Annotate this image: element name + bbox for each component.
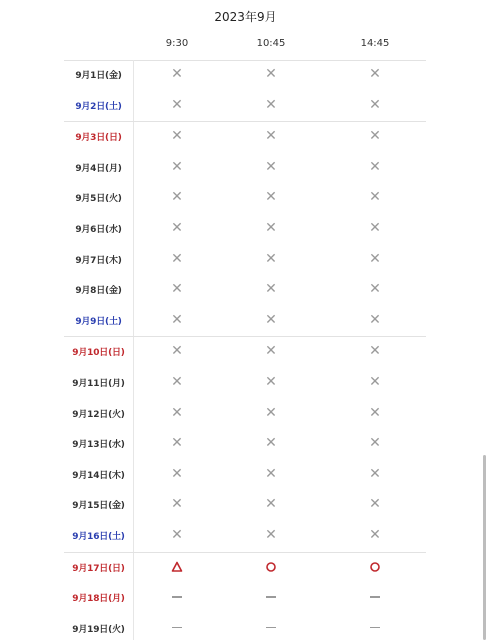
unavailable-x-icon: ✕: [265, 219, 277, 236]
unavailable-x-icon: ✕: [369, 96, 381, 113]
unavailable-x-icon: ✕: [369, 373, 381, 390]
unavailable-x-icon: ✕: [265, 373, 277, 390]
unavailable-x-icon: ✕: [265, 158, 277, 175]
date-label: 9月19日(火): [72, 624, 125, 635]
unavailable-x-icon: ✕: [369, 66, 381, 82]
unavailable-x-icon: ✕: [265, 435, 277, 452]
unavailable-x-icon: ✕: [265, 66, 277, 82]
unavailable-x-icon: ✕: [171, 189, 183, 206]
date-row: [64, 490, 426, 521]
date-label: 9月18日(月): [72, 594, 125, 605]
date-row: [64, 245, 426, 276]
time-header-1445: 14:45: [360, 38, 390, 49]
unavailable-x-icon: ✕: [369, 343, 381, 360]
unavailable-x-icon: ✕: [171, 128, 183, 145]
unavailable-x-icon: ✕: [171, 526, 183, 543]
unavailable-x-icon: ✕: [171, 496, 183, 513]
no-slot-dash-icon: [261, 618, 281, 638]
date-label: 9月9日(土): [75, 316, 122, 327]
unavailable-x-icon: ✕: [171, 465, 183, 482]
date-row: [64, 521, 426, 552]
date-row: [64, 183, 426, 214]
unavailable-x-icon: ✕: [171, 250, 183, 267]
unavailable-x-icon: ✕: [265, 343, 277, 360]
date-label: 9月1日(金): [75, 71, 122, 81]
unavailable-x-icon: ✕: [369, 465, 381, 482]
time-header-1045: 10:45: [256, 38, 286, 49]
unavailable-x-icon: ✕: [369, 311, 381, 328]
date-row: [64, 336, 426, 368]
date-row: [64, 214, 426, 245]
date-label: 9月14日(木): [72, 470, 125, 481]
date-row: [64, 399, 426, 430]
unavailable-x-icon: ✕: [171, 404, 183, 421]
unavailable-x-icon: ✕: [171, 311, 183, 328]
unavailable-x-icon: ✕: [265, 250, 277, 267]
date-label: 9月16日(土): [72, 531, 125, 542]
few-left-triangle-icon[interactable]: [167, 557, 187, 577]
unavailable-x-icon: ✕: [265, 96, 277, 113]
no-slot-dash-icon: [167, 618, 187, 638]
time-header-0930: 9:30: [165, 38, 189, 49]
unavailable-x-icon: ✕: [171, 435, 183, 452]
unavailable-x-icon: ✕: [265, 281, 277, 298]
scrollbar[interactable]: [483, 455, 486, 640]
unavailable-x-icon: ✕: [171, 373, 183, 390]
unavailable-x-icon: ✕: [171, 158, 183, 175]
date-row: [64, 583, 426, 614]
unavailable-x-icon: ✕: [369, 435, 381, 452]
date-row: [64, 60, 426, 91]
unavailable-x-icon: ✕: [369, 281, 381, 298]
date-row: [64, 552, 426, 584]
available-circle-icon[interactable]: [261, 557, 281, 577]
month-title: 2023年9月: [214, 10, 277, 24]
date-row: [64, 153, 426, 184]
date-label: 9月8日(金): [75, 286, 122, 297]
date-label: 9月6日(水): [75, 224, 122, 235]
date-row: [64, 275, 426, 306]
date-label: 9月10日(日): [72, 348, 125, 359]
date-label: 9月5日(火): [75, 194, 122, 205]
date-row: [64, 368, 426, 399]
no-slot-dash-icon: [261, 587, 281, 607]
date-label: 9月11日(月): [72, 378, 125, 389]
date-label: 9月3日(日): [75, 133, 122, 144]
unavailable-x-icon: ✕: [265, 189, 277, 206]
unavailable-x-icon: ✕: [369, 189, 381, 206]
unavailable-x-icon: ✕: [369, 219, 381, 236]
unavailable-x-icon: ✕: [171, 343, 183, 360]
no-slot-dash-icon: [365, 618, 385, 638]
unavailable-x-icon: ✕: [171, 219, 183, 236]
date-label: 9月4日(月): [75, 163, 122, 174]
date-row: [64, 614, 426, 640]
availability-rows: [64, 60, 426, 640]
unavailable-x-icon: ✕: [265, 465, 277, 482]
unavailable-x-icon: ✕: [369, 404, 381, 421]
no-slot-dash-icon: [365, 587, 385, 607]
date-label: 9月7日(木): [75, 255, 122, 266]
date-label: 9月12日(火): [72, 409, 125, 420]
unavailable-x-icon: ✕: [369, 250, 381, 267]
unavailable-x-icon: ✕: [265, 496, 277, 513]
unavailable-x-icon: ✕: [369, 526, 381, 543]
date-label: 9月15日(金): [72, 501, 125, 512]
date-label: 9月13日(水): [72, 440, 125, 451]
date-row: [64, 91, 426, 122]
unavailable-x-icon: ✕: [369, 496, 381, 513]
unavailable-x-icon: ✕: [171, 96, 183, 113]
date-row: [64, 429, 426, 460]
unavailable-x-icon: ✕: [265, 404, 277, 421]
no-slot-dash-icon: [167, 587, 187, 607]
unavailable-x-icon: ✕: [171, 281, 183, 298]
date-row: [64, 460, 426, 491]
unavailable-x-icon: ✕: [369, 158, 381, 175]
unavailable-x-icon: ✕: [369, 128, 381, 145]
unavailable-x-icon: ✕: [171, 66, 183, 82]
date-label: 9月17日(日): [72, 563, 125, 574]
available-circle-icon[interactable]: [365, 557, 385, 577]
unavailable-x-icon: ✕: [265, 526, 277, 543]
time-header-row: [64, 36, 426, 61]
date-label: 9月2日(土): [75, 101, 122, 112]
unavailable-x-icon: ✕: [265, 128, 277, 145]
date-row: [64, 121, 426, 153]
unavailable-x-icon: ✕: [265, 311, 277, 328]
date-row: [64, 306, 426, 337]
